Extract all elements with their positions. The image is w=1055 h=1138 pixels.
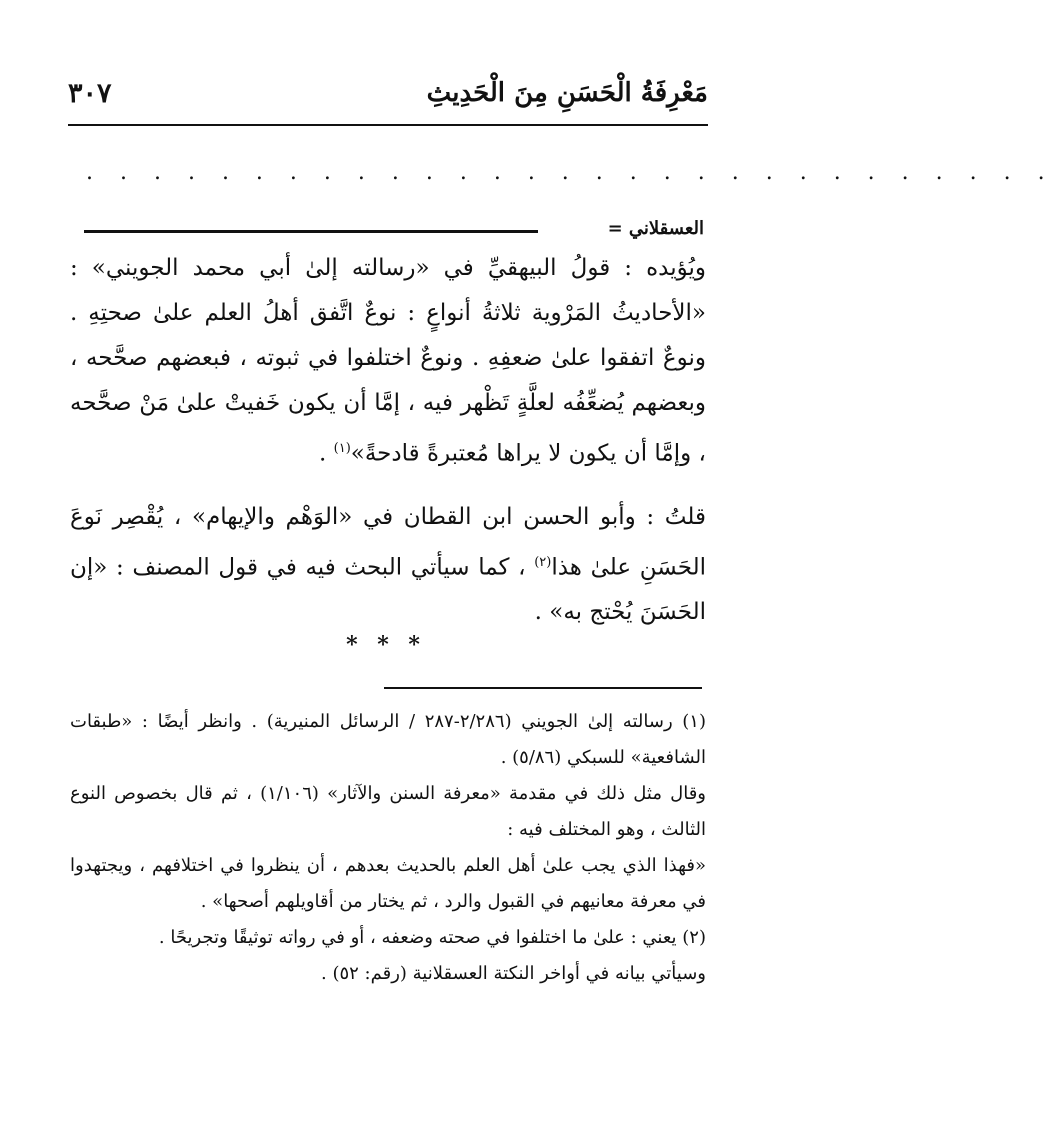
running-title: مَعْرِفَةُ الْحَسَنِ مِنَ الْحَدِيثِ (426, 78, 708, 108)
footnote-1-quote: «فهذا الذي يجب علىٰ أهل العلم بالحديث بعدهم ، أن ينظروا في اختلافهم ، ويجتهدوا في معرفة معانيهم في القبول والرد ، ثم يختار من أقاويلهم أصحها» . (70, 855, 706, 912)
footnote-ref-1: (١) (333, 441, 351, 456)
header-rule (68, 124, 708, 126)
paragraph-2-text-b: ، كما سيأتي البحث فيه في قول المصنف : «إن الحَسَنَ يُحْتج به» . (70, 554, 706, 626)
omission-dots: . . . . . . . . . . . . . . . . . . . . . . . . . . . . . (86, 160, 1055, 185)
footnote-ref-2: (٢) (534, 554, 552, 570)
footnote-2-line-2: وسيأتي بيانه في أواخر النكتة العسقلانية (رقم: ٥٢) . (321, 963, 706, 984)
main-text (70, 246, 706, 635)
section-break: * * * (346, 632, 426, 658)
paragraph-2-text-a: قلتُ : وأبو الحسن ابن القطان في «الوَهْم والإيهام» ، يُقْصِر نَوعَ الحَسَنِ علىٰ هذا (70, 503, 707, 581)
paragraph-1-text: ويُؤيده : قولُ البيهقيِّ في «رسالته إلىٰ أبي محمد الجويني» : «الأحاديثُ المَرْوية ثلاثةُ أنواعٍ : نوعٌ اتَّفق أهلُ العلم علىٰ صحتِهِ . ونوعٌ اتفقوا علىٰ ضعفِهِ . ونوعٌ اختلفوا في ثبوته ، فبعضهم صحَّحه ، وبعضهم يُضعِّفُه لعلَّةٍ تَظْهر فيه ، إمَّا أن يكون خَفيتْ علىٰ مَنْ صحَّحه ، وإمَّا أن يكون لا يراها مُعتبرةً قادحةً» (70, 255, 706, 467)
footnotes (70, 704, 706, 992)
commentary-separator (84, 230, 538, 233)
paragraph-1-end: . (319, 440, 334, 467)
footnote-rule (384, 687, 702, 689)
paragraph-1 (70, 246, 706, 477)
page-header (68, 78, 708, 118)
paragraph-2 (70, 495, 706, 636)
page-number: ٣٠٧ (68, 78, 112, 109)
footnote-2-line-1: (٢) يعني : علىٰ ما اختلفوا في صحته وضعفه ، أو في رواته توثيقًا وتجريحًا . (158, 927, 706, 948)
footnote-1-line-2: وقال مثل ذلك في مقدمة «معرفة السنن والآثار» (١/١٠٦) ، ثم قال بخصوص النوع الثالث ، وهو المختلف فيه : (70, 783, 706, 840)
footnote-1-line-1: (١) رسالته إلىٰ الجويني (٢/٢٨٦-٢٨٧ / الرسائل المنيرية) . وانظر أيضًا : «طبقات الشافعية» للسبكي (٥/٨٦) . (70, 711, 706, 768)
commentary-tag: العسقلاني = (607, 218, 704, 239)
